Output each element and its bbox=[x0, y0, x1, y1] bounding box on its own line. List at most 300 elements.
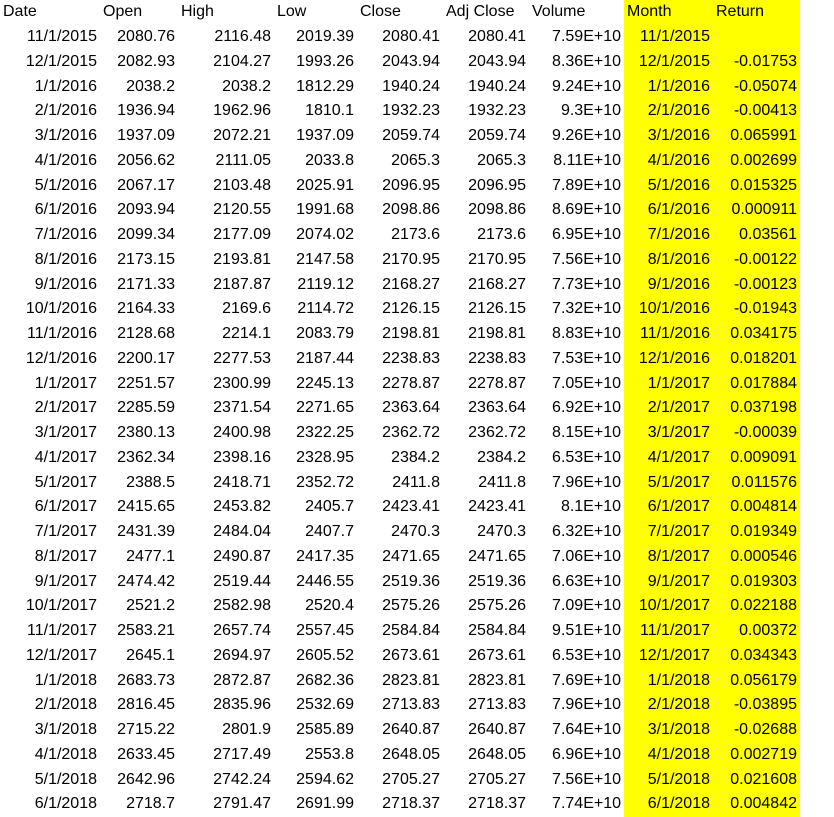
cell-volume[interactable]: 9.24E+10 bbox=[552, 77, 621, 95]
cell-high[interactable]: 2742.24 bbox=[213, 770, 271, 788]
cell-return[interactable]: 0.000911 bbox=[713, 198, 800, 223]
cell-high[interactable]: 2104.27 bbox=[213, 52, 271, 70]
cell-open[interactable]: 2521.2 bbox=[126, 597, 175, 615]
cell-volume[interactable]: 7.73E+10 bbox=[552, 275, 621, 293]
cell-return[interactable]: -0.01753 bbox=[713, 50, 800, 75]
cell-volume[interactable]: 7.05E+10 bbox=[552, 374, 621, 392]
cell-close[interactable]: 1932.23 bbox=[382, 102, 440, 120]
cell-return[interactable]: -0.05074 bbox=[713, 74, 800, 99]
cell-month[interactable]: 6/1/2016 bbox=[624, 198, 713, 223]
cell-adj-close[interactable]: 2126.15 bbox=[468, 300, 526, 318]
cell-low[interactable]: 2245.13 bbox=[296, 374, 354, 392]
cell-return[interactable]: 0.019349 bbox=[713, 520, 800, 545]
cell-close[interactable]: 2713.83 bbox=[382, 696, 440, 714]
cell-return[interactable]: -0.01943 bbox=[713, 297, 800, 322]
cell-high[interactable]: 2177.09 bbox=[213, 226, 271, 244]
cell-low[interactable]: 2114.72 bbox=[297, 300, 354, 318]
cell-date[interactable]: 1/1/2016 bbox=[34, 77, 97, 95]
cell-open[interactable]: 2082.93 bbox=[117, 52, 175, 70]
cell-open[interactable]: 1936.94 bbox=[117, 102, 175, 120]
cell-close[interactable]: 2362.72 bbox=[382, 424, 440, 442]
cell-low[interactable]: 2682.36 bbox=[296, 671, 354, 689]
cell-low[interactable]: 2019.39 bbox=[296, 28, 354, 46]
cell-date[interactable]: 2/1/2017 bbox=[34, 399, 97, 417]
cell-high[interactable]: 2801.9 bbox=[222, 721, 271, 739]
cell-close[interactable]: 2519.36 bbox=[382, 572, 440, 590]
cell-high[interactable]: 2072.21 bbox=[213, 127, 271, 145]
cell-return[interactable]: 0.00372 bbox=[713, 619, 800, 644]
cell-month[interactable]: 7/1/2017 bbox=[624, 520, 713, 545]
cell-low[interactable]: 2328.95 bbox=[296, 448, 354, 466]
cell-close[interactable]: 2648.05 bbox=[382, 745, 440, 763]
cell-month[interactable]: 7/1/2016 bbox=[624, 223, 713, 248]
cell-high[interactable]: 2120.55 bbox=[213, 201, 271, 219]
cell-close[interactable]: 2673.61 bbox=[382, 646, 440, 664]
cell-high[interactable]: 2300.99 bbox=[213, 374, 271, 392]
cell-low[interactable]: 2074.02 bbox=[296, 226, 354, 244]
cell-close[interactable]: 2718.37 bbox=[382, 795, 440, 813]
cell-date[interactable]: 6/1/2017 bbox=[34, 498, 97, 516]
cell-low[interactable]: 2025.91 bbox=[296, 176, 354, 194]
cell-close[interactable]: 1940.24 bbox=[382, 77, 440, 95]
cell-open[interactable]: 2067.17 bbox=[117, 176, 175, 194]
cell-date[interactable]: 10/1/2017 bbox=[25, 597, 97, 615]
cell-return[interactable] bbox=[713, 25, 800, 50]
cell-adj-close[interactable]: 2173.6 bbox=[477, 226, 526, 244]
cell-low[interactable]: 2083.79 bbox=[296, 325, 354, 343]
cell-adj-close[interactable]: 2718.37 bbox=[468, 795, 526, 813]
cell-close[interactable]: 2059.74 bbox=[382, 127, 440, 145]
cell-open[interactable]: 2380.13 bbox=[117, 424, 175, 442]
cell-return[interactable]: 0.037198 bbox=[713, 396, 800, 421]
cell-volume[interactable]: 7.53E+10 bbox=[552, 349, 621, 367]
cell-month[interactable]: 5/1/2018 bbox=[624, 767, 713, 792]
cell-date[interactable]: 12/1/2017 bbox=[25, 646, 97, 664]
cell-low[interactable]: 2119.12 bbox=[297, 275, 354, 293]
cell-volume[interactable]: 7.56E+10 bbox=[552, 250, 621, 268]
cell-date[interactable]: 12/1/2015 bbox=[25, 52, 97, 70]
cell-open[interactable]: 2038.2 bbox=[126, 77, 175, 95]
cell-open[interactable]: 2816.45 bbox=[117, 696, 175, 714]
cell-close[interactable]: 2705.27 bbox=[382, 770, 440, 788]
cell-close[interactable]: 2278.87 bbox=[382, 374, 440, 392]
cell-open[interactable]: 2718.7 bbox=[126, 795, 175, 813]
cell-open[interactable]: 2056.62 bbox=[117, 151, 175, 169]
cell-date[interactable]: 4/1/2017 bbox=[34, 448, 97, 466]
cell-open[interactable]: 2128.68 bbox=[117, 325, 175, 343]
table-row bbox=[0, 371, 800, 396]
header-cell-close[interactable]: Close bbox=[360, 3, 401, 21]
cell-month[interactable]: 4/1/2016 bbox=[624, 149, 713, 174]
cell-volume[interactable]: 7.89E+10 bbox=[552, 176, 621, 194]
header-cell-month[interactable]: Month bbox=[624, 0, 713, 25]
cell-month[interactable]: 12/1/2016 bbox=[624, 347, 713, 372]
cell-adj-close[interactable]: 2423.41 bbox=[468, 498, 526, 516]
cell-month[interactable]: 11/1/2015 bbox=[624, 25, 713, 50]
cell-volume[interactable]: 6.53E+10 bbox=[552, 646, 621, 664]
cell-volume[interactable]: 8.69E+10 bbox=[552, 201, 621, 219]
header-cell-open[interactable]: Open bbox=[103, 3, 143, 21]
cell-month[interactable]: 5/1/2016 bbox=[624, 173, 713, 198]
cell-month[interactable]: 12/1/2017 bbox=[624, 644, 713, 669]
cell-return[interactable]: 0.021608 bbox=[713, 767, 800, 792]
cell-low[interactable]: 2407.7 bbox=[305, 523, 354, 541]
cell-volume[interactable]: 7.96E+10 bbox=[552, 473, 621, 491]
cell-date[interactable]: 5/1/2018 bbox=[34, 770, 97, 788]
cell-volume[interactable]: 7.74E+10 bbox=[552, 795, 621, 813]
cell-month[interactable]: 9/1/2017 bbox=[624, 569, 713, 594]
cell-volume[interactable]: 7.59E+10 bbox=[552, 28, 621, 46]
cell-date[interactable]: 8/1/2016 bbox=[34, 250, 97, 268]
cell-close[interactable]: 2423.41 bbox=[382, 498, 440, 516]
cell-return[interactable]: 0.000546 bbox=[713, 545, 800, 570]
cell-date[interactable]: 4/1/2016 bbox=[34, 151, 97, 169]
cell-volume[interactable]: 8.36E+10 bbox=[552, 52, 621, 70]
cell-date[interactable]: 2/1/2016 bbox=[34, 102, 97, 120]
cell-month[interactable]: 1/1/2016 bbox=[624, 74, 713, 99]
header-cell-date[interactable]: Date bbox=[3, 3, 37, 21]
cell-low[interactable]: 2532.69 bbox=[296, 696, 354, 714]
cell-volume[interactable]: 7.69E+10 bbox=[552, 671, 621, 689]
cell-low[interactable]: 2417.35 bbox=[296, 547, 354, 565]
cell-adj-close[interactable]: 1932.23 bbox=[468, 102, 526, 120]
cell-open[interactable]: 2431.39 bbox=[117, 523, 175, 541]
cell-return[interactable]: -0.00123 bbox=[713, 272, 800, 297]
cell-low[interactable]: 2585.89 bbox=[296, 721, 354, 739]
cell-month[interactable]: 2/1/2016 bbox=[624, 99, 713, 124]
cell-adj-close[interactable]: 2043.94 bbox=[468, 52, 526, 70]
cell-high[interactable]: 2453.82 bbox=[213, 498, 271, 516]
cell-close[interactable]: 2043.94 bbox=[382, 52, 440, 70]
cell-high[interactable]: 2193.81 bbox=[213, 250, 271, 268]
cell-low[interactable]: 2352.72 bbox=[296, 473, 354, 491]
cell-high[interactable]: 2116.48 bbox=[214, 28, 271, 46]
header-cell-return[interactable]: Return bbox=[713, 0, 800, 25]
cell-date[interactable]: 6/1/2016 bbox=[34, 201, 97, 219]
cell-close[interactable]: 2098.86 bbox=[382, 201, 440, 219]
cell-close[interactable]: 2471.65 bbox=[382, 547, 440, 565]
cell-month[interactable]: 1/1/2017 bbox=[624, 371, 713, 396]
cell-return[interactable]: 0.017884 bbox=[713, 371, 800, 396]
cell-volume[interactable]: 8.1E+10 bbox=[560, 498, 621, 516]
cell-volume[interactable]: 6.32E+10 bbox=[552, 523, 621, 541]
cell-month[interactable]: 12/1/2015 bbox=[624, 50, 713, 75]
cell-month[interactable]: 2/1/2018 bbox=[624, 693, 713, 718]
cell-close[interactable]: 2384.2 bbox=[391, 448, 440, 466]
cell-adj-close[interactable]: 2673.61 bbox=[468, 646, 526, 664]
cell-adj-close[interactable]: 2198.81 bbox=[468, 325, 526, 343]
cell-volume[interactable]: 7.06E+10 bbox=[552, 547, 621, 565]
cell-date[interactable]: 7/1/2017 bbox=[34, 523, 97, 541]
cell-low[interactable]: 1810.1 bbox=[305, 102, 354, 120]
cell-adj-close[interactable]: 2411.8 bbox=[478, 473, 526, 491]
cell-return[interactable]: -0.00122 bbox=[713, 248, 800, 273]
cell-low[interactable]: 2147.58 bbox=[296, 250, 354, 268]
cell-high[interactable]: 2582.98 bbox=[213, 597, 271, 615]
cell-date[interactable]: 3/1/2018 bbox=[34, 721, 97, 739]
cell-month[interactable]: 3/1/2017 bbox=[624, 421, 713, 446]
cell-return[interactable]: 0.004814 bbox=[713, 495, 800, 520]
cell-low[interactable]: 2605.52 bbox=[296, 646, 354, 664]
cell-high[interactable]: 2398.16 bbox=[213, 448, 271, 466]
cell-open[interactable]: 2477.1 bbox=[126, 547, 175, 565]
cell-adj-close[interactable]: 2519.36 bbox=[468, 572, 526, 590]
cell-close[interactable]: 2168.27 bbox=[382, 275, 440, 293]
cell-high[interactable]: 2717.49 bbox=[213, 745, 271, 763]
cell-low[interactable]: 2557.45 bbox=[296, 622, 354, 640]
cell-return[interactable]: 0.018201 bbox=[713, 347, 800, 372]
cell-month[interactable]: 6/1/2018 bbox=[624, 792, 713, 817]
cell-open[interactable]: 2474.42 bbox=[117, 572, 175, 590]
cell-adj-close[interactable]: 2584.84 bbox=[468, 622, 526, 640]
cell-date[interactable]: 1/1/2018 bbox=[34, 671, 97, 689]
cell-adj-close[interactable]: 2648.05 bbox=[468, 745, 526, 763]
cell-month[interactable]: 4/1/2017 bbox=[624, 446, 713, 471]
cell-volume[interactable]: 9.3E+10 bbox=[560, 102, 621, 120]
cell-adj-close[interactable]: 2168.27 bbox=[468, 275, 526, 293]
cell-adj-close[interactable]: 2363.64 bbox=[468, 399, 526, 417]
cell-open[interactable]: 2171.33 bbox=[117, 275, 175, 293]
cell-volume[interactable]: 9.51E+10 bbox=[552, 622, 621, 640]
cell-date[interactable]: 10/1/2016 bbox=[25, 300, 97, 318]
cell-open[interactable]: 2388.5 bbox=[126, 473, 175, 491]
cell-high[interactable]: 2484.04 bbox=[213, 523, 271, 541]
cell-close[interactable]: 2096.95 bbox=[382, 176, 440, 194]
cell-close[interactable]: 2823.81 bbox=[382, 671, 440, 689]
cell-date[interactable]: 3/1/2016 bbox=[34, 127, 97, 145]
cell-high[interactable]: 1962.96 bbox=[213, 102, 271, 120]
cell-date[interactable]: 11/1/2016 bbox=[27, 325, 97, 343]
cell-adj-close[interactable]: 2640.87 bbox=[468, 721, 526, 739]
cell-adj-close[interactable]: 2575.26 bbox=[468, 597, 526, 615]
cell-open[interactable]: 2285.59 bbox=[117, 399, 175, 417]
cell-adj-close[interactable]: 2470.3 bbox=[477, 523, 526, 541]
cell-adj-close[interactable]: 2065.3 bbox=[477, 151, 526, 169]
cell-open[interactable]: 2251.57 bbox=[117, 374, 175, 392]
cell-high[interactable]: 2791.47 bbox=[213, 795, 271, 813]
cell-date[interactable]: 3/1/2017 bbox=[34, 424, 97, 442]
cell-open[interactable]: 2099.34 bbox=[117, 226, 175, 244]
cell-close[interactable]: 2126.15 bbox=[382, 300, 440, 318]
cell-return[interactable]: -0.02688 bbox=[713, 718, 800, 743]
cell-date[interactable]: 11/1/2017 bbox=[27, 622, 97, 640]
cell-open[interactable]: 2715.22 bbox=[117, 721, 175, 739]
cell-open[interactable]: 2173.15 bbox=[117, 250, 175, 268]
cell-date[interactable]: 4/1/2018 bbox=[34, 745, 97, 763]
cell-open[interactable]: 2645.1 bbox=[126, 646, 175, 664]
cell-adj-close[interactable]: 2713.83 bbox=[468, 696, 526, 714]
cell-volume[interactable]: 8.15E+10 bbox=[552, 424, 621, 442]
header-cell-adj-close[interactable]: Adj Close bbox=[446, 3, 515, 21]
cell-volume[interactable]: 6.96E+10 bbox=[552, 745, 621, 763]
cell-date[interactable]: 9/1/2016 bbox=[34, 275, 97, 293]
cell-volume[interactable]: 7.64E+10 bbox=[552, 721, 621, 739]
cell-volume[interactable]: 6.92E+10 bbox=[552, 399, 621, 417]
cell-open[interactable]: 2093.94 bbox=[117, 201, 175, 219]
cell-volume[interactable]: 9.26E+10 bbox=[552, 127, 621, 145]
cell-return[interactable]: 0.002719 bbox=[713, 743, 800, 768]
cell-high[interactable]: 2103.48 bbox=[213, 176, 271, 194]
cell-month[interactable]: 8/1/2016 bbox=[624, 248, 713, 273]
cell-volume[interactable]: 8.11E+10 bbox=[553, 151, 621, 169]
cell-high[interactable]: 2371.54 bbox=[213, 399, 271, 417]
cell-month[interactable]: 9/1/2016 bbox=[624, 272, 713, 297]
cell-open[interactable]: 2362.34 bbox=[117, 448, 175, 466]
cell-volume[interactable]: 8.83E+10 bbox=[552, 325, 621, 343]
cell-return[interactable]: 0.004842 bbox=[713, 792, 800, 817]
cell-volume[interactable]: 6.95E+10 bbox=[552, 226, 621, 244]
cell-adj-close[interactable]: 2096.95 bbox=[468, 176, 526, 194]
cell-low[interactable]: 2271.65 bbox=[296, 399, 354, 417]
cell-month[interactable]: 11/1/2016 bbox=[624, 322, 713, 347]
cell-close[interactable]: 2411.8 bbox=[392, 473, 440, 491]
cell-high[interactable]: 2835.96 bbox=[213, 696, 271, 714]
table-row bbox=[0, 149, 800, 174]
cell-return[interactable]: -0.00039 bbox=[713, 421, 800, 446]
cell-return[interactable]: 0.019303 bbox=[713, 569, 800, 594]
cell-close[interactable]: 2080.41 bbox=[382, 28, 440, 46]
cell-close[interactable]: 2640.87 bbox=[382, 721, 440, 739]
cell-high[interactable]: 2169.6 bbox=[222, 300, 271, 318]
cell-open[interactable]: 2642.96 bbox=[117, 770, 175, 788]
cell-high[interactable]: 2694.97 bbox=[213, 646, 271, 664]
cell-close[interactable]: 2238.83 bbox=[382, 349, 440, 367]
cell-low[interactable]: 2594.62 bbox=[296, 770, 354, 788]
cell-low[interactable]: 2520.4 bbox=[305, 597, 354, 615]
cell-low[interactable]: 1993.26 bbox=[296, 52, 354, 70]
cell-month[interactable]: 8/1/2017 bbox=[624, 545, 713, 570]
cell-volume[interactable]: 7.96E+10 bbox=[552, 696, 621, 714]
cell-date[interactable]: 11/1/2015 bbox=[27, 28, 97, 46]
cell-open[interactable]: 2583.21 bbox=[117, 622, 175, 640]
cell-date[interactable]: 6/1/2018 bbox=[34, 795, 97, 813]
cell-volume[interactable]: 6.63E+10 bbox=[552, 572, 621, 590]
cell-return[interactable]: 0.002699 bbox=[713, 149, 800, 174]
header-cell-low[interactable]: Low bbox=[277, 3, 307, 21]
cell-open[interactable]: 2164.33 bbox=[117, 300, 175, 318]
cell-date[interactable]: 7/1/2016 bbox=[34, 226, 97, 244]
cell-month[interactable]: 10/1/2016 bbox=[624, 297, 713, 322]
cell-return[interactable]: 0.065991 bbox=[713, 124, 800, 149]
cell-low[interactable]: 2405.7 bbox=[305, 498, 354, 516]
cell-low[interactable]: 2446.55 bbox=[296, 572, 354, 590]
cell-adj-close[interactable]: 2823.81 bbox=[468, 671, 526, 689]
cell-date[interactable]: 12/1/2016 bbox=[25, 349, 97, 367]
cell-return[interactable]: 0.034175 bbox=[713, 322, 800, 347]
cell-high[interactable]: 2519.44 bbox=[213, 572, 271, 590]
cell-low[interactable]: 2691.99 bbox=[296, 795, 354, 813]
cell-close[interactable]: 2470.3 bbox=[391, 523, 440, 541]
cell-close[interactable]: 2584.84 bbox=[382, 622, 440, 640]
cell-volume[interactable]: 6.53E+10 bbox=[552, 448, 621, 466]
cell-adj-close[interactable]: 2059.74 bbox=[468, 127, 526, 145]
header-cell-high[interactable]: High bbox=[181, 3, 214, 21]
cell-month[interactable]: 10/1/2017 bbox=[624, 594, 713, 619]
cell-close[interactable]: 2575.26 bbox=[382, 597, 440, 615]
cell-adj-close[interactable]: 2471.65 bbox=[468, 547, 526, 565]
cell-high[interactable]: 2214.1 bbox=[222, 325, 271, 343]
cell-low[interactable]: 1937.09 bbox=[296, 127, 354, 145]
cell-adj-close[interactable]: 2384.2 bbox=[477, 448, 526, 466]
cell-return[interactable]: 0.056179 bbox=[713, 668, 800, 693]
cell-open[interactable]: 2683.73 bbox=[117, 671, 175, 689]
cell-return[interactable]: 0.022188 bbox=[713, 594, 800, 619]
cell-month[interactable]: 1/1/2018 bbox=[624, 668, 713, 693]
cell-month[interactable]: 2/1/2017 bbox=[624, 396, 713, 421]
cell-adj-close[interactable]: 2362.72 bbox=[468, 424, 526, 442]
cell-adj-close[interactable]: 2080.41 bbox=[468, 28, 526, 46]
cell-date[interactable]: 9/1/2017 bbox=[34, 572, 97, 590]
cell-open[interactable]: 2415.65 bbox=[117, 498, 175, 516]
cell-low[interactable]: 1991.68 bbox=[296, 201, 354, 219]
cell-adj-close[interactable]: 1940.24 bbox=[468, 77, 526, 95]
cell-high[interactable]: 2111.05 bbox=[215, 151, 271, 169]
cell-low[interactable]: 2033.8 bbox=[305, 151, 354, 169]
cell-low[interactable]: 2553.8 bbox=[305, 745, 354, 763]
cell-high[interactable]: 2277.53 bbox=[213, 349, 271, 367]
cell-close[interactable]: 2173.6 bbox=[391, 226, 440, 244]
cell-return[interactable]: -0.03895 bbox=[713, 693, 800, 718]
cell-month[interactable]: 11/1/2017 bbox=[624, 619, 713, 644]
cell-adj-close[interactable]: 2170.95 bbox=[468, 250, 526, 268]
cell-high[interactable]: 2490.87 bbox=[213, 547, 271, 565]
cell-return[interactable]: 0.011576 bbox=[713, 470, 800, 495]
cell-high[interactable]: 2187.87 bbox=[213, 275, 271, 293]
cell-month[interactable]: 6/1/2017 bbox=[624, 495, 713, 520]
cell-open[interactable]: 1937.09 bbox=[117, 127, 175, 145]
cell-open[interactable]: 2080.76 bbox=[117, 28, 175, 46]
cell-date[interactable]: 5/1/2017 bbox=[34, 473, 97, 491]
cell-adj-close[interactable]: 2705.27 bbox=[468, 770, 526, 788]
cell-month[interactable]: 3/1/2016 bbox=[624, 124, 713, 149]
cell-adj-close[interactable]: 2098.86 bbox=[468, 201, 526, 219]
cell-high[interactable]: 2418.71 bbox=[213, 473, 271, 491]
cell-month[interactable]: 4/1/2018 bbox=[624, 743, 713, 768]
cell-month[interactable]: 5/1/2017 bbox=[624, 470, 713, 495]
cell-high[interactable]: 2872.87 bbox=[213, 671, 271, 689]
cell-close[interactable]: 2065.3 bbox=[391, 151, 440, 169]
cell-volume[interactable]: 7.32E+10 bbox=[552, 300, 621, 318]
table-row bbox=[0, 495, 800, 520]
cell-low[interactable]: 2322.25 bbox=[296, 424, 354, 442]
cell-high[interactable]: 2657.74 bbox=[213, 622, 271, 640]
cell-return[interactable]: -0.00413 bbox=[713, 99, 800, 124]
cell-return[interactable]: 0.015325 bbox=[713, 173, 800, 198]
cell-month[interactable]: 3/1/2018 bbox=[624, 718, 713, 743]
cell-date[interactable]: 8/1/2017 bbox=[34, 547, 97, 565]
cell-adj-close[interactable]: 2238.83 bbox=[468, 349, 526, 367]
cell-return[interactable]: 0.009091 bbox=[713, 446, 800, 471]
cell-volume[interactable]: 7.09E+10 bbox=[552, 597, 621, 615]
cell-date[interactable]: 1/1/2017 bbox=[34, 374, 97, 392]
cell-low[interactable]: 2187.44 bbox=[296, 349, 354, 367]
cell-high[interactable]: 2400.98 bbox=[213, 424, 271, 442]
cell-adj-close[interactable]: 2278.87 bbox=[468, 374, 526, 392]
cell-close[interactable]: 2170.95 bbox=[382, 250, 440, 268]
cell-date[interactable]: 2/1/2018 bbox=[34, 696, 97, 714]
cell-low[interactable]: 1812.29 bbox=[296, 77, 354, 95]
cell-open[interactable]: 2200.17 bbox=[117, 349, 175, 367]
cell-close[interactable]: 2198.81 bbox=[382, 325, 440, 343]
cell-return[interactable]: 0.03561 bbox=[713, 223, 800, 248]
cell-volume[interactable]: 7.56E+10 bbox=[552, 770, 621, 788]
cell-date[interactable]: 5/1/2016 bbox=[34, 176, 97, 194]
cell-open[interactable]: 2633.45 bbox=[117, 745, 175, 763]
cell-close[interactable]: 2363.64 bbox=[382, 399, 440, 417]
cell-return[interactable]: 0.034343 bbox=[713, 644, 800, 669]
header-cell-volume[interactable]: Volume bbox=[532, 3, 586, 21]
cell-high[interactable]: 2038.2 bbox=[222, 77, 271, 95]
